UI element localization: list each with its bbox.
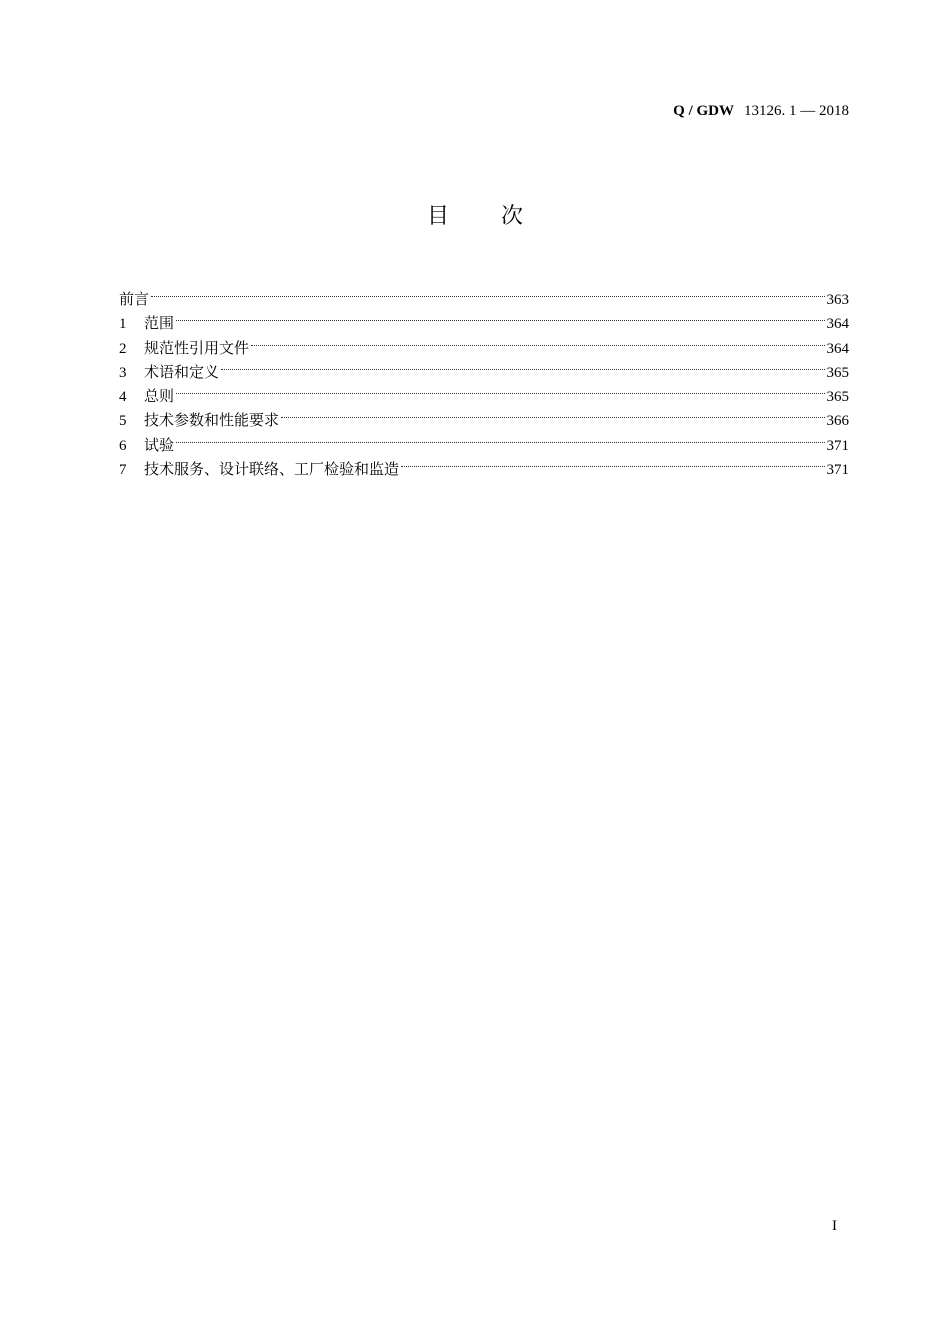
page-number: I: [832, 1218, 837, 1234]
toc-entry-page: 364: [826, 316, 849, 333]
toc-dot-leader: [401, 450, 824, 474]
toc-entry-number: 2: [119, 340, 127, 357]
toc-entry[interactable]: [119, 353, 849, 381]
toc-entry[interactable]: [119, 304, 849, 333]
toc-entry-number: 3: [119, 364, 127, 381]
toc-entry-page: 363: [826, 292, 849, 308]
toc-entry-page: 371: [826, 462, 849, 479]
standard-number: 13126. 1 — 2018: [744, 103, 849, 119]
toc-entry-title: 技术参数和性能要求: [144, 411, 280, 430]
toc-entry[interactable]: [119, 329, 849, 357]
toc-dot-leader: [176, 426, 824, 450]
toc-dot-leader: [281, 401, 824, 425]
toc-entry-title: 试验: [144, 435, 175, 454]
page-title: 目次: [426, 204, 575, 229]
toc-entry[interactable]: [119, 377, 849, 406]
toc-entry-number: 4: [119, 389, 127, 406]
toc-entry[interactable]: [119, 280, 849, 308]
toc-entry-page: 371: [826, 437, 849, 454]
table-of-contents: [119, 280, 849, 479]
toc-entry-number: 1: [119, 316, 127, 333]
toc-entry-title: 前言: [119, 290, 150, 308]
toc-entry-page: 366: [826, 413, 849, 430]
standard-code: Q / GDW: [673, 103, 734, 119]
toc-dot-leader: [151, 280, 824, 304]
toc-entry-title: 技术服务、设计联络、工厂检验和监造: [144, 460, 400, 479]
toc-entry-title: 范围: [144, 314, 175, 333]
document-header: [673, 101, 849, 121]
toc-dot-leader: [176, 377, 824, 401]
toc-entry-title: 总则: [144, 387, 175, 406]
toc-entry[interactable]: [119, 401, 849, 430]
toc-entry-page: 364: [826, 340, 849, 357]
toc-entry[interactable]: [119, 426, 849, 454]
toc-dot-leader: [221, 353, 824, 377]
toc-entry[interactable]: [119, 450, 849, 479]
toc-entry-page: 365: [826, 389, 849, 406]
toc-dot-leader: [251, 329, 824, 353]
toc-entry-page: 365: [826, 364, 849, 381]
toc-entry-number: 6: [119, 437, 127, 454]
toc-entry-number: 7: [119, 462, 127, 479]
toc-entry-title: 规范性引用文件: [144, 338, 250, 357]
toc-dot-leader: [176, 304, 824, 328]
toc-entry-number: 5: [119, 413, 127, 430]
toc-entry-title: 术语和定义: [144, 362, 220, 381]
